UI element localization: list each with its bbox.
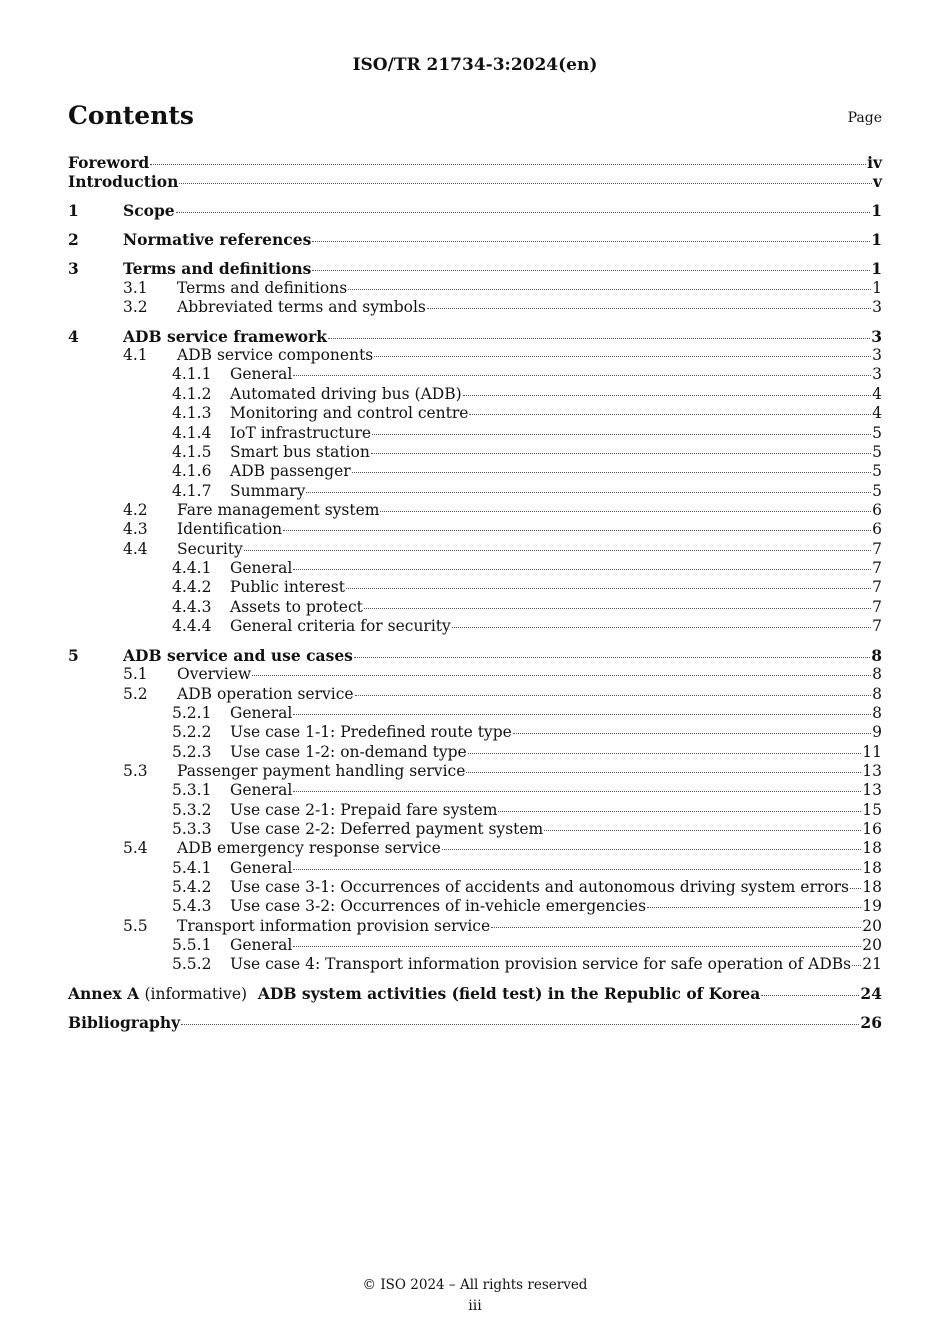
toc-page-number: 8	[872, 684, 882, 703]
annex-label: Annex A	[68, 984, 140, 1004]
dot-leader	[346, 588, 871, 589]
toc-entry[interactable]	[68, 859, 882, 878]
toc-entry-title: Normative references	[123, 230, 312, 250]
copyright-footer: © ISO 2024 – All rights reserved	[362, 1277, 588, 1293]
toc-entry-title: Use case 2-2: Deferred payment system	[230, 819, 544, 838]
toc-entry-number: 5.4.1	[172, 858, 212, 877]
toc-entry-number: 4.1.1	[172, 365, 212, 384]
toc-entry-number: 4.4.4	[172, 616, 212, 635]
annex-title: ADB system activities (field test) in the Republic of Korea	[257, 984, 761, 1004]
toc-entry-number: 5	[68, 645, 79, 665]
dot-leader	[293, 869, 861, 870]
toc-page-number: 8	[871, 645, 882, 665]
toc-page-number: 4	[872, 384, 882, 403]
toc-page-number: 7	[872, 597, 882, 616]
dot-leader	[176, 212, 871, 213]
toc-entry[interactable]	[68, 201, 882, 220]
toc-entry-title: General	[230, 858, 293, 877]
toc-page-number: 3	[872, 365, 882, 384]
toc-page-number: 19	[862, 897, 882, 916]
toc-entry[interactable]	[68, 578, 882, 597]
toc-page-number: 7	[872, 539, 882, 558]
toc-entry-number: 5.3	[123, 761, 148, 780]
toc-entry-title: General	[230, 365, 293, 384]
toc-entry-title: ADB service framework	[123, 326, 328, 346]
toc-page-number: 18	[862, 858, 882, 877]
toc-entry[interactable]	[68, 762, 882, 781]
contents-title: Contents	[68, 101, 195, 130]
toc-page-number: 9	[872, 723, 882, 742]
toc-entry-number: 4.4	[123, 539, 148, 558]
toc-page-number: iv	[867, 153, 882, 172]
toc-entry[interactable]	[68, 462, 882, 481]
toc-entry-number: 4.3	[123, 520, 148, 539]
toc-page-number: 18	[862, 839, 882, 858]
dot-leader	[293, 946, 861, 947]
dot-leader	[306, 492, 871, 493]
toc-page-number: 8	[872, 665, 882, 684]
toc-entry[interactable]	[68, 781, 882, 800]
toc-entry-number: 4.1	[123, 346, 148, 365]
toc-entry-title: Introduction	[68, 172, 179, 192]
toc-entry-title: Terms and definitions	[177, 278, 348, 297]
toc-page-number: 1	[871, 230, 882, 250]
toc-entry-number: 4.1.2	[172, 384, 212, 403]
dot-leader	[352, 472, 871, 473]
toc-entry-title: Identification	[177, 520, 283, 539]
dot-leader	[179, 183, 872, 184]
dot-leader	[466, 772, 861, 773]
toc-entry-number: 5.4.3	[172, 897, 212, 916]
toc-entry-title: Use case 3-1: Occurrences of accidents and autonomous driving system errors	[230, 878, 849, 896]
toc-entry[interactable]	[68, 820, 882, 839]
toc-page-number: 1	[872, 278, 882, 297]
toc-page-number: 5	[872, 481, 882, 500]
toc-entry-title: Use case 1-2: on-demand type	[230, 742, 467, 761]
page-number: iii	[468, 1298, 482, 1314]
dot-leader	[544, 830, 861, 831]
toc-page-number: 3	[871, 326, 882, 346]
toc-entry-title	[68, 984, 760, 1004]
toc-entry[interactable]	[68, 878, 882, 897]
toc-page-number: 1	[871, 201, 882, 221]
dot-leader	[283, 530, 871, 531]
toc-page-number: 3	[872, 346, 882, 365]
toc-entry[interactable]	[68, 424, 882, 443]
toc-entry-number: 5.2	[123, 684, 148, 703]
toc-entry-title: Automated driving bus (ADB)	[230, 384, 462, 403]
toc-entry-number: 4.4.3	[172, 597, 212, 616]
toc-entry[interactable]	[68, 327, 882, 346]
dot-leader	[442, 849, 862, 850]
toc-entry-title: General	[230, 936, 293, 955]
toc-entry-title: Use case 2-1: Prepaid fare system	[230, 800, 498, 819]
toc-page-number: 20	[862, 916, 882, 935]
dot-leader	[293, 791, 861, 792]
toc-entry-title: Terms and definitions	[123, 259, 312, 279]
toc-entry-number: 4.1.5	[172, 442, 212, 461]
toc-entry-title: General	[230, 781, 293, 800]
dot-leader	[427, 308, 871, 309]
toc-page-number: 6	[872, 500, 882, 519]
toc-entry-number: 5.2.1	[172, 703, 212, 722]
toc-entry[interactable]	[68, 955, 882, 974]
toc-entry-title: ADB emergency response service	[177, 839, 441, 858]
dot-leader	[293, 375, 871, 376]
toc-entry-number: 4.1.7	[172, 481, 212, 500]
toc-page-number: 16	[862, 819, 882, 838]
toc-entry-number: 5.3.1	[172, 781, 212, 800]
toc-entry[interactable]	[68, 743, 882, 762]
toc-entry[interactable]	[68, 443, 882, 462]
toc-entry[interactable]	[68, 723, 882, 742]
toc-page-number: 5	[872, 442, 882, 461]
toc-page-number: 7	[872, 558, 882, 577]
toc-page-number: 24	[860, 984, 882, 1004]
toc-page-number: 11	[862, 742, 882, 761]
table-of-contents	[68, 153, 882, 1033]
dot-leader	[852, 965, 861, 966]
toc-entry[interactable]	[68, 665, 882, 684]
toc-entry-number: 1	[68, 201, 79, 221]
toc-entry[interactable]	[68, 917, 882, 936]
dot-leader	[293, 569, 871, 570]
dot-leader	[850, 888, 861, 889]
toc-entry-number: 5.4	[123, 839, 148, 858]
toc-entry-title: ADB operation service	[177, 684, 354, 703]
dot-leader	[463, 395, 871, 396]
toc-entry-title: Scope	[123, 201, 175, 221]
toc-entry[interactable]	[68, 685, 882, 704]
dot-leader	[380, 511, 871, 512]
toc-page-number: 1	[871, 259, 882, 279]
toc-entry[interactable]	[68, 520, 882, 539]
toc-entry-number: 5.4.2	[172, 878, 212, 896]
toc-entry-title: General criteria for security	[230, 616, 451, 635]
toc-entry-number: 4.1.6	[172, 462, 212, 481]
toc-page-number: v	[872, 172, 882, 192]
toc-entry[interactable]	[68, 279, 882, 298]
annex-informative-label: (informative)	[144, 985, 248, 1004]
toc-entry-title: Use case 3-2: Occurrences of in-vehicle emergencies	[230, 897, 647, 916]
dot-leader	[328, 338, 870, 339]
toc-entry-title: IoT infrastructure	[230, 423, 372, 442]
toc-entry-number: 5.3.3	[172, 819, 212, 838]
toc-entry[interactable]	[68, 501, 882, 520]
toc-entry-number: 5.5.1	[172, 936, 212, 955]
toc-entry-title: Foreword	[68, 153, 150, 172]
toc-page-number: 3	[872, 297, 882, 316]
toc-entry-number: 5.1	[123, 665, 148, 684]
dot-leader	[374, 356, 871, 357]
toc-entry[interactable]	[68, 559, 882, 578]
toc-entry-number: 4.4.2	[172, 578, 212, 597]
toc-entry[interactable]	[68, 801, 882, 820]
toc-entry[interactable]	[68, 646, 882, 665]
toc-entry[interactable]	[68, 936, 882, 955]
dot-leader	[364, 608, 871, 609]
toc-page-number: 5	[872, 462, 882, 481]
toc-entry-title: Use case 4: Transport information provision service for safe operation of ADBs	[230, 955, 852, 974]
toc-entry-number: 4.1.3	[172, 404, 212, 423]
toc-entry-number: 4.2	[123, 500, 148, 519]
toc-page-number: 21	[862, 955, 882, 974]
toc-entry[interactable]	[68, 365, 882, 384]
toc-entry-title: Public interest	[230, 578, 345, 597]
dot-leader	[469, 414, 871, 415]
toc-entry-number: 5.5.2	[172, 955, 212, 974]
dot-leader	[355, 695, 872, 696]
toc-entry-title: Abbreviated terms and symbols	[177, 297, 426, 316]
toc-entry[interactable]	[68, 897, 882, 916]
toc-page-number: 5	[872, 423, 882, 442]
dot-leader	[312, 270, 870, 271]
toc-entry[interactable]	[68, 385, 882, 404]
toc-entry-title: Smart bus station	[230, 442, 370, 461]
toc-entry-title: Security	[177, 539, 243, 558]
dot-leader	[491, 927, 861, 928]
toc-entry-title: Overview	[177, 665, 252, 684]
toc-entry-number: 2	[68, 230, 79, 250]
dot-leader	[312, 241, 870, 242]
toc-page-number: 6	[872, 520, 882, 539]
page-column-label: Page	[847, 110, 882, 126]
toc-entry-number: 5.2.2	[172, 723, 212, 742]
dot-leader	[761, 995, 859, 996]
toc-entry[interactable]	[68, 598, 882, 617]
dot-leader	[181, 1024, 859, 1025]
dot-leader	[498, 811, 861, 812]
dot-leader	[371, 453, 871, 454]
toc-entry[interactable]	[68, 153, 882, 172]
toc-entry[interactable]	[68, 259, 882, 278]
toc-entry[interactable]	[68, 298, 882, 317]
toc-entry-title: Assets to protect	[230, 597, 363, 616]
toc-entry-title: Summary	[230, 481, 306, 500]
dot-leader	[372, 434, 871, 435]
toc-page-number: 26	[860, 1013, 882, 1033]
toc-entry[interactable]	[68, 540, 882, 559]
toc-entry-number: 3	[68, 259, 79, 279]
toc-entry-title: General	[230, 703, 293, 722]
toc-entry-number: 5.5	[123, 916, 148, 935]
toc-entry[interactable]	[68, 984, 882, 1003]
toc-entry[interactable]	[68, 230, 882, 249]
toc-page-number: 15	[862, 800, 882, 819]
toc-page-number: 13	[862, 781, 882, 800]
toc-entry[interactable]	[68, 839, 882, 858]
toc-entry-title: Bibliography	[68, 1013, 181, 1033]
toc-entry-number: 3.2	[123, 297, 148, 316]
dot-leader	[354, 657, 870, 658]
toc-entry-title: ADB service and use cases	[123, 645, 353, 665]
toc-entry-title: Passenger payment handling service	[177, 761, 466, 780]
dot-leader	[513, 733, 871, 734]
toc-entry[interactable]	[68, 404, 882, 423]
dot-leader	[244, 550, 871, 551]
toc-entry[interactable]	[68, 1013, 882, 1032]
toc-entry-title: ADB service components	[177, 346, 374, 365]
dot-leader	[252, 675, 871, 676]
toc-entry[interactable]	[68, 172, 882, 191]
toc-entry-title: ADB passenger	[230, 462, 351, 481]
dot-leader	[150, 164, 866, 165]
toc-page-number: 8	[872, 703, 882, 722]
toc-page-number: 13	[862, 761, 882, 780]
toc-entry[interactable]	[68, 346, 882, 365]
toc-page-number: 4	[872, 404, 882, 423]
toc-entry-number: 4.1.4	[172, 423, 212, 442]
document-id-header: ISO/TR 21734-3:2024(en)	[352, 55, 598, 75]
toc-entry-number: 5.3.2	[172, 800, 212, 819]
toc-entry-number: 4.4.1	[172, 558, 212, 577]
dot-leader	[452, 627, 871, 628]
toc-entry-title: Fare management system	[177, 500, 380, 519]
toc-entry-number: 5.2.3	[172, 742, 212, 761]
toc-page-number: 7	[872, 578, 882, 597]
toc-entry[interactable]	[68, 617, 882, 636]
toc-page-number: 7	[872, 616, 882, 635]
toc-entry[interactable]	[68, 704, 882, 723]
toc-entry-number: 4	[68, 326, 79, 346]
toc-entry-number: 3.1	[123, 278, 148, 297]
toc-entry[interactable]	[68, 482, 882, 501]
toc-entry-title: Monitoring and control centre	[230, 404, 469, 423]
toc-entry-title: General	[230, 558, 293, 577]
dot-leader	[647, 907, 861, 908]
dot-leader	[348, 289, 871, 290]
toc-entry-title: Use case 1-1: Predefined route type	[230, 723, 512, 742]
toc-entry-title: Transport information provision service	[177, 916, 491, 935]
toc-page-number: 20	[862, 936, 882, 955]
toc-page-number: 18	[862, 878, 882, 896]
dot-leader	[468, 753, 862, 754]
dot-leader	[293, 714, 871, 715]
